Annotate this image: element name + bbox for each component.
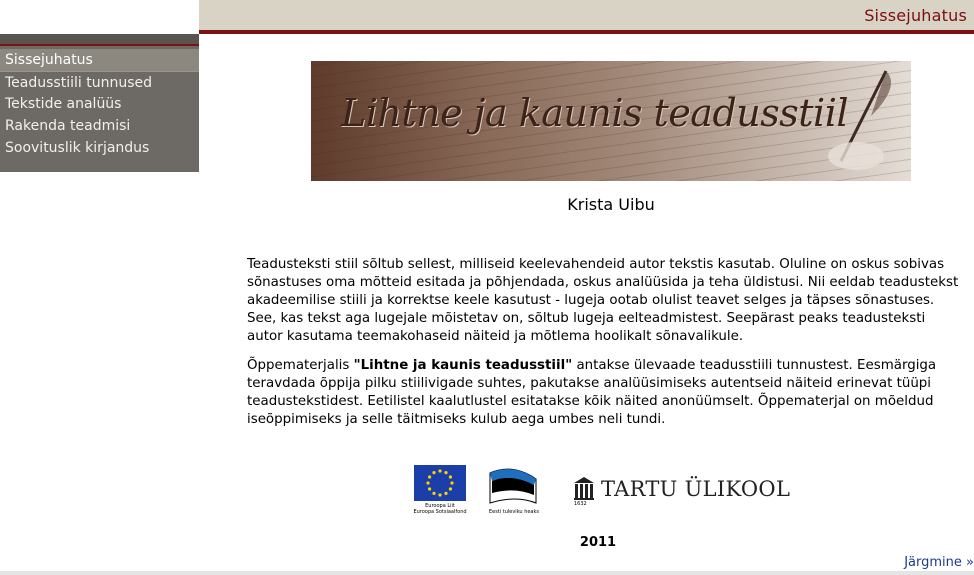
sidebar-item-rakenda-teadmisi[interactable]: Rakenda teadmisi bbox=[5, 118, 131, 134]
sidebar-item-tekstide-analuus[interactable]: Tekstide analüüs bbox=[5, 96, 122, 112]
estonian-flag-logo-icon bbox=[486, 465, 540, 509]
material-title-bold: "Lihtne ja kaunis teadusstiil" bbox=[353, 358, 573, 373]
sidebar-item-soovituslik-kirjandus[interactable]: Soovituslik kirjandus bbox=[5, 140, 150, 156]
eu-flag-icon bbox=[414, 465, 466, 501]
sidebar-menu bbox=[0, 49, 199, 159]
sidebar-item-sissejuhatus[interactable]: Sissejuhatus bbox=[0, 49, 199, 71]
est-caption: Eesti tuleviku heaks bbox=[488, 509, 540, 515]
intro-paragraph-1: Teadusteksti stiil sõltub sellest, milliseid keelevahendeid autor tekstis kasutab. Oluline on oskus sobivas sõnastuses oma mõtteid esitada ja põhjendada, oskus analüüsida ja teha üldistusi. Nii eeldab teadustekst akadeemilise stiili ja korrektse keele kasutust - lugeja ootab olulist teavet selges ja täpses sõnastuses. See, kas tekst aga lugejale mõistetav on, sõltub lugeja eelteadmistest. Seepärast peaks teadusteksti autor kasutama teemakohaseid näiteid ja mõtlema hoolikalt sõnavalikule. bbox=[247, 257, 959, 344]
top-bar-underline bbox=[199, 30, 974, 34]
eu-caption bbox=[412, 503, 468, 515]
sidebar-item-teadusstiili-tunnused[interactable]: Teadusstiili tunnused bbox=[0, 71, 199, 93]
sidebar-accent-line bbox=[0, 44, 199, 46]
sidebar-nav bbox=[0, 34, 199, 172]
paragraph-2-prefix: Õppematerjalis bbox=[247, 358, 354, 373]
intro-paragraph-2 bbox=[247, 357, 959, 429]
tu-founded-year: 1632 bbox=[574, 501, 587, 507]
page-title: Sissejuhatus bbox=[864, 6, 967, 25]
banner-title: Lihtne ja kaunis teadusstiil bbox=[341, 91, 848, 135]
publication-year: 2011 bbox=[579, 535, 617, 550]
title-banner bbox=[311, 61, 911, 181]
author-name: Krista Uibu bbox=[567, 195, 655, 214]
tartu-ulikool-logotype: TARTU ÜLIKOOL bbox=[601, 477, 791, 501]
eu-caption-line-2: Euroopa Sotsiaalfond bbox=[413, 509, 467, 515]
next-page-link[interactable]: Järgmine » bbox=[904, 555, 974, 570]
bottom-scroll-strip bbox=[0, 571, 974, 575]
top-bar bbox=[199, 0, 974, 30]
sponsor-logos bbox=[412, 465, 812, 520]
eu-caption-line-1: Euroopa Liit bbox=[425, 503, 455, 509]
paragraph-2-suffix: antakse ülevaade teadusstiili tunnustest. Eesmärgiga teravdada õppija pilku stiilivigade suhtes, pakutakse analüüsimiseks autentseid näiteid erinevat tüüpi teadustekstidest. Eetilistel kaalutlustel esitatakse kõik näited anonüümselt. Õppematerjal on mõeldud iseõppimiseks ja selle täitmiseks kulub aega umbes neli tundi. bbox=[247, 358, 937, 427]
intro-text bbox=[247, 256, 959, 440]
sidebar-header-strip bbox=[0, 34, 199, 44]
